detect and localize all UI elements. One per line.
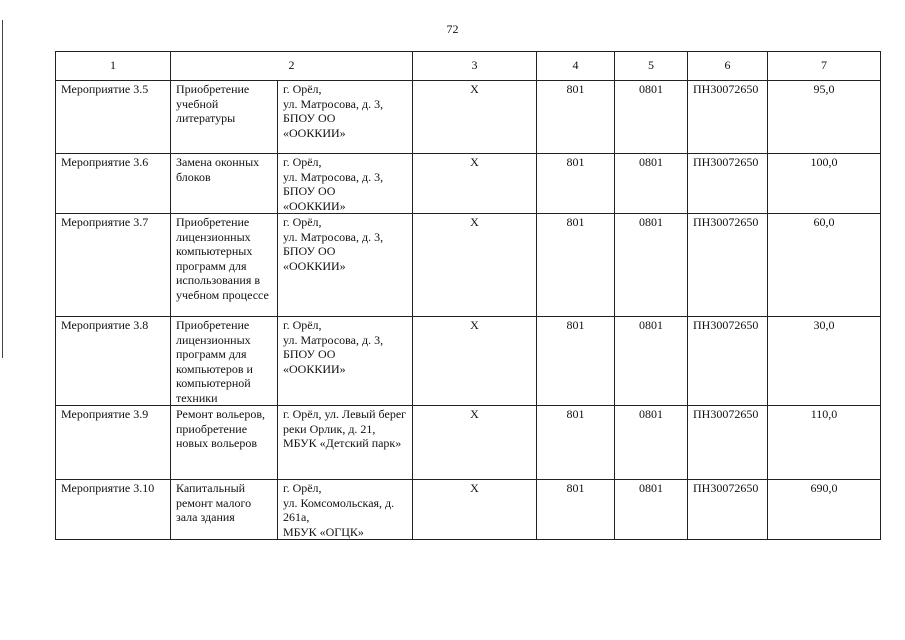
event-name-cell: Мероприятие 3.9 xyxy=(56,406,171,480)
header-cell-7: 7 xyxy=(768,52,881,81)
col5-cell: 0801 xyxy=(615,154,688,214)
address-line: г. Орёл, xyxy=(283,215,322,229)
action-cell: Капитальный ремонт малого зала здания xyxy=(171,480,278,540)
address-line: МБУК «ОГЦК» xyxy=(283,524,364,539)
event-name-cell: Мероприятие 3.5 xyxy=(56,81,171,154)
col3-cell: Х xyxy=(413,480,537,540)
address-line: г. Орёл, xyxy=(283,82,322,96)
action-cell: Приобретение лицензионных компьютерных программ для использования в учебном процессе xyxy=(171,214,278,317)
address-cell xyxy=(278,406,413,480)
col7-cell: 690,0 xyxy=(768,480,881,540)
col3-cell: Х xyxy=(413,317,537,406)
address-cell xyxy=(278,81,413,154)
event-name-cell: Мероприятие 3.6 xyxy=(56,154,171,214)
header-cell-4: 4 xyxy=(537,52,615,81)
table-row xyxy=(56,480,881,540)
col4-cell: 801 xyxy=(537,480,615,540)
page-number: 72 xyxy=(446,22,459,36)
address-line: МБУК «Детский парк» xyxy=(283,436,402,450)
event-name-cell: Мероприятие 3.7 xyxy=(56,214,171,317)
col7-cell: 30,0 xyxy=(768,317,881,406)
col4-cell: 801 xyxy=(537,406,615,480)
col4-cell: 801 xyxy=(537,154,615,214)
col3-cell: Х xyxy=(413,81,537,154)
table-row xyxy=(56,214,881,317)
address-line: БПОУ ОО xyxy=(283,347,336,361)
header-cell-6: 6 xyxy=(688,52,768,81)
address-line: г. Орёл, xyxy=(283,155,322,169)
col5-cell: 0801 xyxy=(615,317,688,406)
address-line: ул. Матросова, д. 3, xyxy=(283,96,384,111)
address-line: г. Орёл, xyxy=(283,318,322,332)
address-cell xyxy=(278,317,413,406)
col4-cell: 801 xyxy=(537,81,615,154)
table-row xyxy=(56,81,881,154)
address-line: «ООККИИ» xyxy=(283,361,346,376)
col3-cell: Х xyxy=(413,406,537,480)
address-line: ул. Матросова, д. 3, xyxy=(283,229,384,244)
col6-cell: ПН30072650 xyxy=(688,480,768,540)
table-header-row xyxy=(56,52,881,81)
address-line: «ООККИИ» xyxy=(283,258,346,273)
address-cell xyxy=(278,154,413,214)
col6-cell: ПН30072650 xyxy=(688,317,768,406)
action-cell: Замена оконных блоков xyxy=(171,154,278,214)
col4-cell: 801 xyxy=(537,214,615,317)
address-line: ул. Комсомольская, д. 261а, xyxy=(283,495,395,524)
event-name-cell: Мероприятие 3.8 xyxy=(56,317,171,406)
col7-cell: 100,0 xyxy=(768,154,881,214)
header-cell-3: 3 xyxy=(413,52,537,81)
address-line: БПОУ ОО xyxy=(283,184,336,198)
address-line: БПОУ ОО xyxy=(283,111,336,125)
address-line: «ООККИИ» xyxy=(283,125,346,140)
header-cell-2: 2 xyxy=(171,52,413,81)
address-line: «ООККИИ» xyxy=(283,198,346,213)
header-cell-5: 5 xyxy=(615,52,688,81)
address-line: г. Орёл, xyxy=(283,481,322,495)
col4-cell: 801 xyxy=(537,317,615,406)
col5-cell: 0801 xyxy=(615,480,688,540)
address-line: г. Орёл, ул. Левый берег реки Орлик, д. 21, xyxy=(283,407,407,436)
event-name-cell: Мероприятие 3.10 xyxy=(56,480,171,540)
col3-cell: Х xyxy=(413,214,537,317)
address-line: БПОУ ОО xyxy=(283,244,336,258)
col6-cell: ПН30072650 xyxy=(688,406,768,480)
col5-cell: 0801 xyxy=(615,214,688,317)
action-cell: Приобретение лицензионных программ для компьютеров и компьютерной техники xyxy=(171,317,278,406)
col6-cell: ПН30072650 xyxy=(688,81,768,154)
col7-cell: 95,0 xyxy=(768,81,881,154)
table-row xyxy=(56,317,881,406)
address-cell xyxy=(278,214,413,317)
address-cell xyxy=(278,480,413,540)
col7-cell: 110,0 xyxy=(768,406,881,480)
col5-cell: 0801 xyxy=(615,406,688,480)
header-cell-1: 1 xyxy=(56,52,171,81)
action-cell: Ремонт вольеров, приобретение новых вольеров xyxy=(171,406,278,480)
col6-cell: ПН30072650 xyxy=(688,154,768,214)
address-line: ул. Матросова, д. 3, xyxy=(283,169,384,184)
table-row xyxy=(56,406,881,480)
left-margin-line xyxy=(2,20,3,358)
action-cell: Приобретение учебной литературы xyxy=(171,81,278,154)
budget-table xyxy=(55,51,881,540)
col6-cell: ПН30072650 xyxy=(688,214,768,317)
table-row xyxy=(56,154,881,214)
col7-cell: 60,0 xyxy=(768,214,881,317)
address-line: ул. Матросова, д. 3, xyxy=(283,332,384,347)
col5-cell: 0801 xyxy=(615,81,688,154)
col3-cell: Х xyxy=(413,154,537,214)
